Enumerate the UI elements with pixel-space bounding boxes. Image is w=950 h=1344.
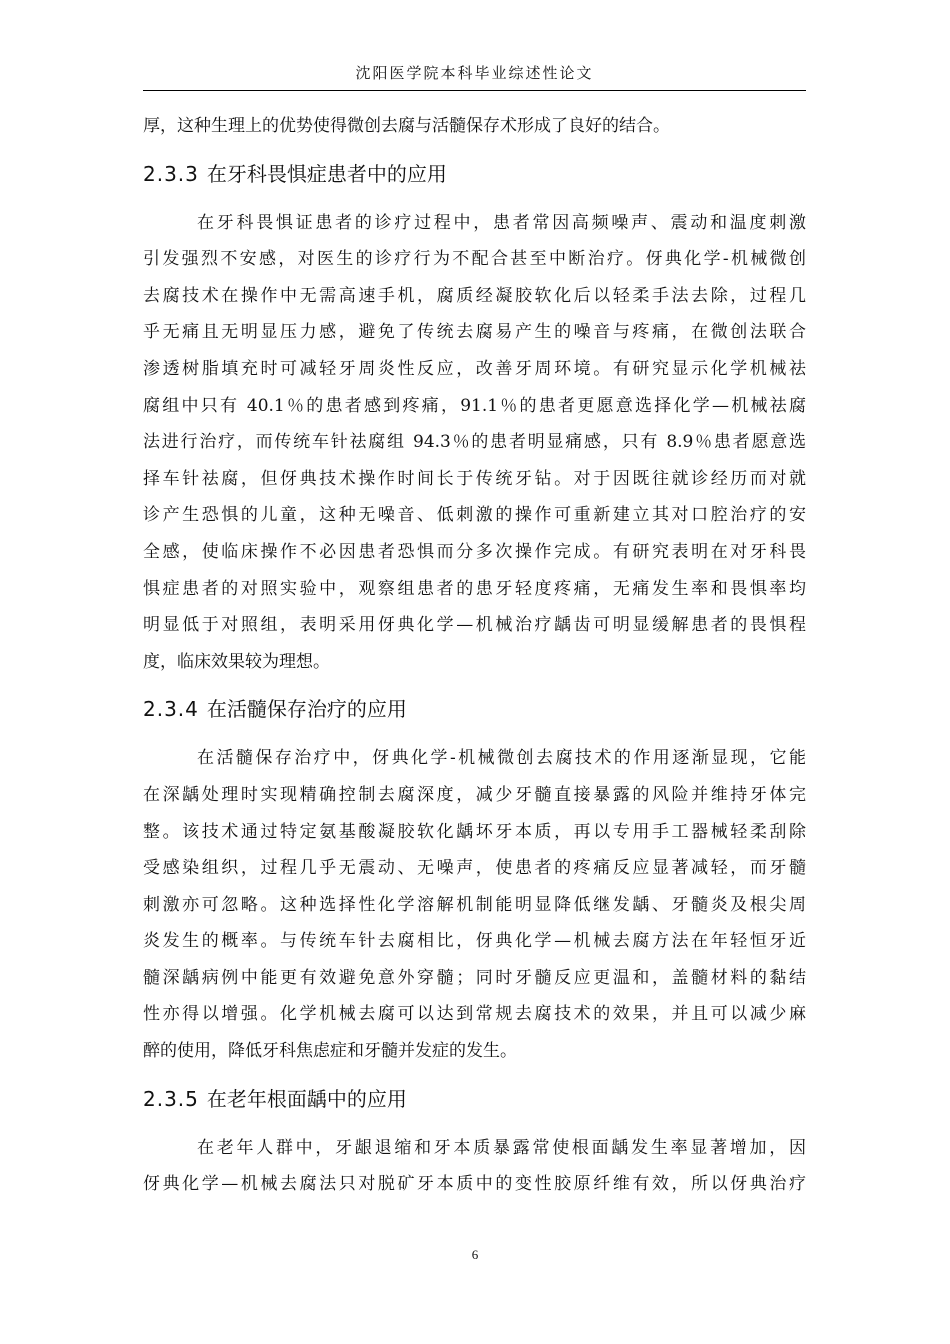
page-number: 6 xyxy=(471,1247,479,1262)
paragraph-line: 刺激亦可忽略。这种选择性化学溶解机制能明显降低继发龋、牙髓炎及根尖周 xyxy=(143,894,806,915)
section-paragraph xyxy=(143,1130,806,1203)
paragraph-line: 在深龋处理时实现精确控制去腐深度，减少牙髓直接暴露的风险并维持牙体完 xyxy=(143,784,806,805)
section-heading xyxy=(143,684,806,734)
paragraph-line: 渗透树脂填充时可减轻牙周炎性反应，改善牙周环境。有研究显示化学机械祛 xyxy=(143,358,806,379)
paragraph-line: 择车针祛腐，但伢典技术操作时间长于传统牙钻。对于因既往就诊经历而对就 xyxy=(143,468,806,489)
section-heading xyxy=(143,1074,806,1124)
section-title: 在老年根面龋中的应用 xyxy=(206,1086,407,1111)
paragraph-line: 诊产生恐惧的儿童，这种无噪音、低刺激的操作可重新建立其对口腔治疗的安 xyxy=(143,505,806,526)
paragraph-line: 炎发生的概率。与传统车针去腐相比，伢典化学—机械去腐方法在年轻恒牙近 xyxy=(143,931,806,952)
paragraph-line: 去腐技术在操作中无需高速手机，腐质经凝胶软化后以轻柔手法去除，过程几 xyxy=(143,285,806,306)
section-number: 2.3.3 xyxy=(143,161,199,186)
paragraph-line: 在活髓保存治疗中，伢典化学-机械微创去腐技术的作用逐渐显现，它能 xyxy=(197,748,806,769)
section-paragraph xyxy=(143,205,806,681)
paragraph-line: 整。该技术通过特定氨基酸凝胶软化龋坏牙本质，再以专用手工器械轻柔刮除 xyxy=(143,821,806,842)
paragraph-line: 性亦得以增强。化学机械去腐可以达到常规去腐技术的效果，并且可以减少麻 xyxy=(143,1004,806,1025)
section-title: 在牙科畏惧症患者中的应用 xyxy=(206,161,447,186)
running-header: 沈阳医学院本科毕业综述性论文 xyxy=(355,64,594,82)
paragraph-line: 醉的使用，降低牙科焦虑症和牙髓并发症的发生。 xyxy=(143,1041,517,1062)
paragraph-line: 法进行治疗，而传统车针祛腐组 94.3％的患者明显痛感，只有 8.9％患者愿意选 xyxy=(143,432,806,453)
paragraph-line: 髓深龋病例中能更有效避免意外穿髓；同时牙髓反应更温和，盖髓材料的黏结 xyxy=(143,967,806,988)
paragraph-line: 明显低于对照组，表明采用伢典化学—机械治疗龋齿可明显缓解患者的畏惧程 xyxy=(143,615,806,636)
paragraph-line: 引发强烈不安感，对医生的诊疗行为不配合甚至中断治疗。伢典化学-机械微创 xyxy=(143,249,806,270)
paragraph-line: 在牙科畏惧证患者的诊疗过程中，患者常因高频噪声、震动和温度刺激 xyxy=(197,212,806,233)
section-heading xyxy=(143,149,806,199)
section-number: 2.3.5 xyxy=(143,1086,199,1111)
paragraph-line: 乎无痛且无明显压力感，避免了传统去腐易产生的噪音与疼痛，在微创法联合 xyxy=(143,322,806,343)
section-title: 在活髓保存治疗的应用 xyxy=(206,697,407,722)
paragraph-line: 度，临床效果较为理想。 xyxy=(143,651,330,672)
paragraph-line: 全感，使临床操作不必因患者恐惧而分多次操作完成。有研究表明在对牙科畏 xyxy=(143,541,806,562)
paragraph-line: 受感染组织，过程几乎无震动、无噪声，使患者的疼痛反应显著减轻，而牙髓 xyxy=(143,858,806,879)
section-number: 2.3.4 xyxy=(143,697,199,722)
paragraph-line: 在老年人群中，牙龈退缩和牙本质暴露常使根面龋发生率显著增加，因 xyxy=(197,1137,806,1158)
page-body xyxy=(143,108,806,1203)
paragraph-line: 腐组中只有 40.1％的患者感到疼痛，91.1％的患者更愿意选择化学—机械祛腐 xyxy=(143,395,806,416)
paragraph-line: 惧症患者的对照实验中，观察组患者的患牙轻度疼痛，无痛发生率和畏惧率均 xyxy=(143,578,806,599)
header-rule xyxy=(143,90,806,91)
intro-line: 厚，这种生理上的优势使得微创去腐与活髓保存术形成了良好的结合。 xyxy=(143,116,670,136)
paragraph-line: 伢典化学—机械去腐法只对脱矿牙本质中的变性胶原纤维有效，所以伢典治疗 xyxy=(143,1174,806,1195)
section-paragraph xyxy=(143,740,806,1069)
